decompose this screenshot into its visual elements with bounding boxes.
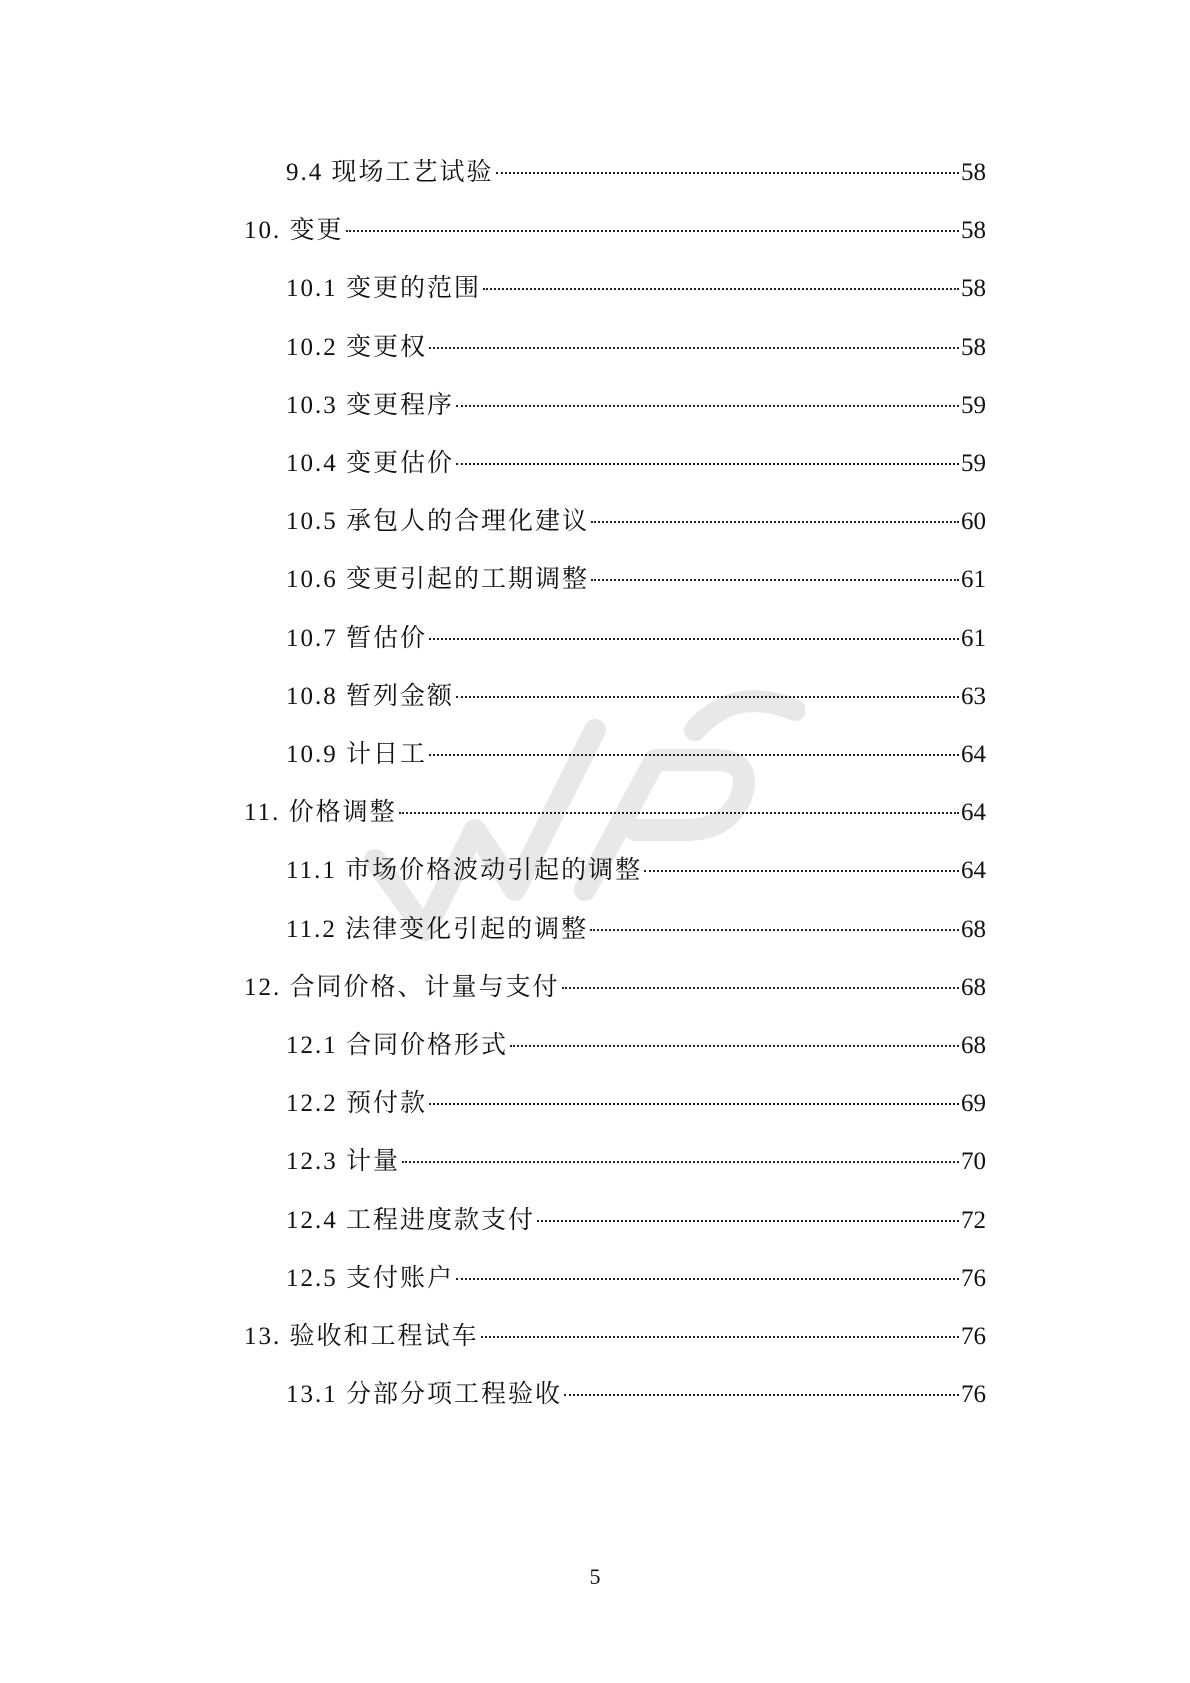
toc-entry-title: 10.3 变更程序	[286, 391, 455, 419]
toc-dot-leader	[346, 208, 959, 238]
toc-dot-leader	[537, 1198, 959, 1228]
toc-entry-page: 58	[961, 159, 986, 186]
toc-entry[interactable]	[244, 208, 986, 245]
toc-dot-leader	[429, 1081, 959, 1111]
toc-entry-page: 63	[961, 682, 986, 710]
toc-entry-title: 12.5 支付账户	[286, 1264, 455, 1292]
toc-dot-leader	[483, 266, 959, 296]
toc-entry[interactable]	[286, 383, 986, 419]
toc-entry-page: 76	[961, 1264, 986, 1292]
toc-entry[interactable]	[286, 150, 986, 186]
toc-dot-leader	[456, 441, 959, 471]
toc-entry-page: 60	[961, 508, 986, 536]
toc-dot-leader	[456, 1256, 959, 1286]
toc-entry-title: 10.6 变更引起的工期调整	[286, 566, 590, 594]
toc-entry-title: 12.1 合同价格形式	[286, 1032, 509, 1059]
toc-entry-page: 68	[961, 1032, 986, 1059]
toc-entry[interactable]	[286, 557, 986, 594]
toc-dot-leader	[402, 1139, 959, 1169]
toc-entry[interactable]	[244, 790, 986, 827]
toc-entry-title: 13. 验收和工程试车	[244, 1323, 479, 1350]
toc-dot-leader	[496, 150, 959, 180]
toc-entry-page: 64	[961, 857, 986, 885]
toc-entry[interactable]	[286, 907, 986, 943]
toc-entry-title: 10.9 计日工	[286, 741, 428, 768]
toc-entry-title: 10. 变更	[244, 217, 344, 245]
toc-entry-title: 11.1 市场价格波动引起的调整	[286, 857, 643, 885]
toc-dot-leader	[429, 732, 959, 762]
toc-entry-title: 12. 合同价格、计量与支付	[244, 973, 560, 1001]
toc-entry-page: 72	[961, 1206, 986, 1234]
toc-entry[interactable]	[286, 616, 986, 652]
toc-entry-page: 68	[961, 973, 986, 1001]
toc-entry-page: 61	[961, 566, 986, 594]
toc-entry[interactable]	[286, 266, 986, 303]
toc-entry-title: 13.1 分部分项工程验收	[286, 1381, 563, 1409]
toc-entry-page: 59	[961, 450, 986, 477]
toc-entry-page: 70	[961, 1148, 986, 1176]
toc-entry[interactable]	[244, 965, 986, 1001]
toc-dot-leader	[456, 674, 959, 704]
toc-entry-page: 58	[961, 275, 986, 303]
toc-entry[interactable]	[286, 674, 986, 710]
toc-entry-page: 76	[961, 1323, 986, 1350]
toc-entry-page: 59	[961, 391, 986, 419]
toc-dot-leader	[429, 325, 959, 355]
toc-entry-title: 12.2 预付款	[286, 1090, 428, 1118]
toc-entry-page: 61	[961, 624, 986, 652]
toc-entry-title: 10.4 变更估价	[286, 450, 455, 477]
toc-entry-title: 12.4 工程进度款支付	[286, 1206, 536, 1234]
toc-dot-leader	[481, 1314, 959, 1344]
toc-dot-leader	[590, 907, 959, 937]
toc-entry[interactable]	[286, 325, 986, 361]
toc-entry[interactable]	[286, 732, 986, 768]
toc-entry-page: 69	[961, 1090, 986, 1118]
toc-entry-page: 64	[961, 741, 986, 768]
toc-dot-leader	[510, 1023, 959, 1053]
toc-entry-title: 10.8 暂列金额	[286, 682, 455, 710]
toc-entry[interactable]	[286, 1198, 986, 1234]
toc-entry-page: 76	[961, 1381, 986, 1409]
toc-entry[interactable]	[286, 1372, 986, 1409]
toc-entry[interactable]	[286, 499, 986, 536]
toc-entry[interactable]	[286, 441, 986, 477]
toc-dot-leader	[591, 499, 959, 529]
toc-entry[interactable]	[286, 848, 986, 885]
toc-entry[interactable]	[244, 1314, 986, 1350]
toc-entry-title: 9.4 现场工艺试验	[286, 159, 494, 186]
page-number: 5	[589, 1564, 601, 1589]
toc-entry-title: 11. 价格调整	[244, 799, 397, 827]
toc-entry-title: 11.2 法律变化引起的调整	[286, 915, 589, 943]
toc-entry-title: 10.5 承包人的合理化建议	[286, 508, 590, 536]
toc-dot-leader	[429, 616, 959, 646]
toc-entry[interactable]	[286, 1256, 986, 1292]
toc-entry[interactable]	[286, 1023, 986, 1059]
toc-entry-page: 64	[961, 799, 986, 827]
toc-dot-leader	[564, 1372, 959, 1402]
toc-entry-title: 12.3 计量	[286, 1148, 401, 1176]
toc-entry[interactable]	[286, 1081, 986, 1118]
toc-dot-leader	[591, 557, 959, 587]
toc-entry[interactable]	[286, 1139, 986, 1176]
toc-dot-leader	[562, 965, 959, 995]
toc-entry-title: 10.1 变更的范围	[286, 275, 482, 303]
toc-entry-page: 68	[961, 915, 986, 943]
toc-dot-leader	[456, 383, 959, 413]
toc-entry-title: 10.2 变更权	[286, 333, 428, 361]
toc-entry-page: 58	[961, 217, 986, 245]
toc-entry-page: 58	[961, 333, 986, 361]
toc-dot-leader	[399, 790, 959, 820]
toc-entry-title: 10.7 暂估价	[286, 624, 428, 652]
toc-dot-leader	[644, 848, 959, 878]
